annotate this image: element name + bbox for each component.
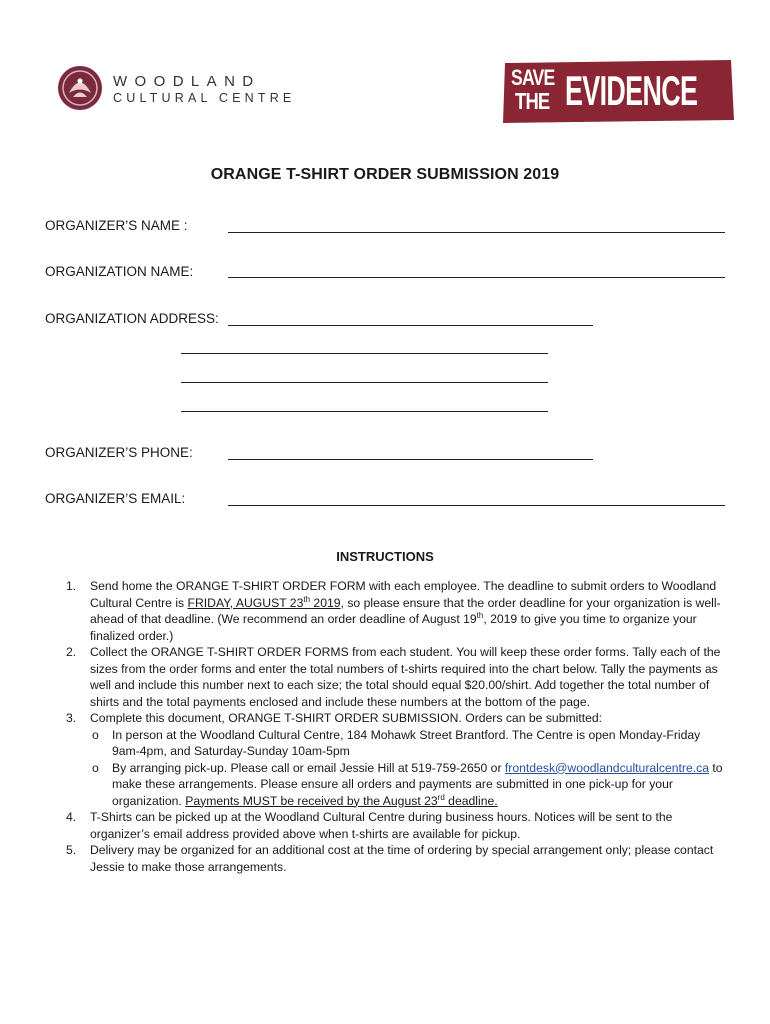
item-text: T-Shirts can be picked up at the Woodland Cultural Centre during business hours. Notices will be sent to the organizer’s email address provided above when t-shirts are available for pickup. (90, 810, 673, 841)
instruction-item-1 (66, 578, 728, 644)
wcc-name-line1: WOODLAND (113, 73, 261, 90)
item-text: Complete this document, ORANGE T-SHIRT ORDER SUBMISSION. Orders can be submitted: (90, 711, 603, 725)
deadline-year: 2019 (310, 595, 341, 610)
wcc-emblem-icon (58, 66, 102, 110)
organization-address-field-line1[interactable] (228, 325, 593, 326)
instruction-subitem-1 (66, 727, 728, 760)
wcc-name-line2: CULTURAL CENTRE (113, 91, 296, 105)
organization-address-field-line4[interactable] (181, 411, 548, 412)
item-number: 2. (66, 645, 77, 659)
organizer-phone-label: ORGANIZER’S PHONE: (45, 445, 193, 460)
logo-word-the: THE (515, 88, 550, 114)
instruction-subitem-2 (66, 760, 728, 810)
payment-deadline-part1: Payments MUST be received by the August 23 (185, 793, 438, 808)
bullet-marker: o (92, 760, 99, 775)
logo-word-save: SAVE (511, 65, 555, 90)
instructions-heading: INSTRUCTIONS (336, 549, 434, 564)
organizer-name-field[interactable] (228, 232, 725, 233)
organization-name-field[interactable] (228, 277, 725, 278)
item-number: 1. (66, 579, 77, 593)
item-text: Collect the ORANGE T-SHIRT ORDER FORMS from each student. You will keep these order forms. Tally each of the sizes from the order forms and enter the total numbers of t-shirts required into the chart below. Tally the payments as well and include this number next to each size; the total should equal $20.00/shirt. Add together the total number of shirts and the total payments enclosed and include these numbers at the bottom of the page. (90, 645, 721, 709)
organizer-phone-field[interactable] (228, 459, 593, 460)
subitem-text: In person at the Woodland Cultural Centre, 184 Mohawk Street Brantford. The Centre is open Monday-Friday 9am-4pm, and Saturday-Sunday 10am-5pm (112, 727, 701, 758)
item-number: 4. (66, 810, 77, 824)
instructions-list (66, 578, 728, 875)
woodland-cultural-centre-logo (58, 64, 308, 112)
item-text: , 2019 to give you time to organize your finalized order.) (90, 612, 697, 643)
instruction-item-5 (66, 842, 728, 875)
subitem-text: to make these arrangements. Please ensure all orders and payments are submitted in one pick-up for your organization. (112, 760, 723, 808)
bullet-marker: o (92, 727, 99, 742)
payment-deadline-suffix: rd (437, 792, 445, 802)
organization-address-label: ORGANIZATION ADDRESS: (45, 311, 219, 326)
organizer-email-field[interactable] (228, 505, 725, 506)
payment-deadline-part2: deadline. (444, 793, 498, 808)
deadline-text (188, 596, 341, 610)
item-number: 3. (66, 711, 77, 725)
date-suffix: th (476, 610, 484, 620)
deadline-date: FRIDAY, AUGUST 23 (187, 595, 304, 610)
item-number: 5. (66, 843, 77, 857)
email-link[interactable]: frontdesk@woodlandculturalcentre.ca (504, 760, 710, 775)
organizer-name-label: ORGANIZER’S NAME : (45, 218, 188, 233)
item-text: Delivery may be organized for an additional cost at the time of ordering by special arrangement only; please contact Jessie to make those arrangements. (90, 843, 714, 874)
item-text: , so please ensure that the order deadline for your organization is well-ahead of that deadline. (We recommend an order deadline of August 19 (90, 595, 721, 626)
subitem-text: By arranging pick-up. Please call or email Jessie Hill at 519-759-2650 or (112, 760, 505, 775)
item-text: Send home the ORANGE T-SHIRT ORDER FORM with each employee. The deadline to submit orders to Woodland Cultural Centre is (90, 579, 717, 610)
payment-deadline-text (185, 794, 497, 808)
logo-word-evidence: EVIDENCE (565, 67, 698, 114)
instruction-item-3 (66, 710, 728, 727)
page-title: ORANGE T-SHIRT ORDER SUBMISSION 2019 (210, 166, 560, 183)
instruction-item-4 (66, 809, 728, 842)
organization-address-field-line2[interactable] (181, 353, 548, 354)
organization-name-label: ORGANIZATION NAME: (45, 264, 194, 279)
organizer-email-label: ORGANIZER’S EMAIL: (45, 491, 186, 506)
deadline-suffix: th (303, 594, 311, 604)
organization-address-field-line3[interactable] (181, 382, 548, 383)
save-the-evidence-logo (501, 60, 734, 123)
instruction-item-2 (66, 644, 728, 710)
